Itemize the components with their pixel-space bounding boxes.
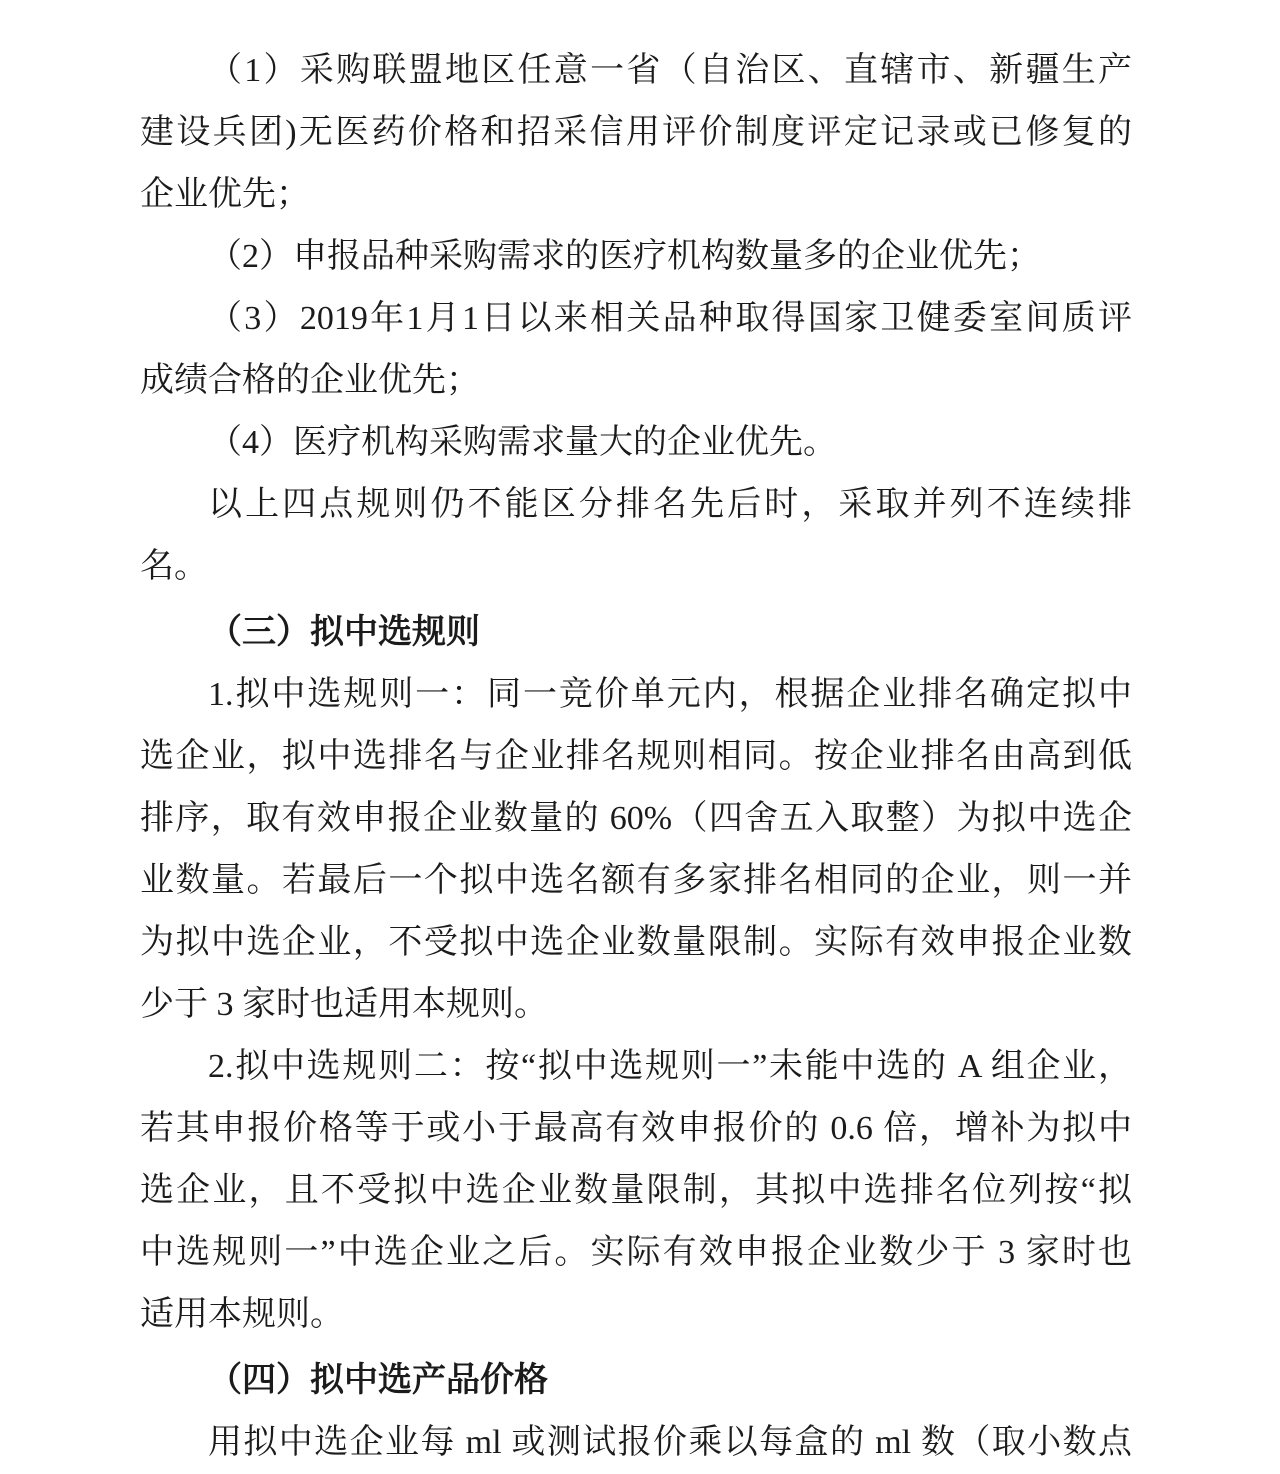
paragraph [140,474,1132,598]
text-line: 成绩合格的企业优先； [140,362,480,399]
text-line: 以上四点规则仍不能区分排名先后时，采取并列不连续排 [208,486,1132,523]
text-line: 适用本规则。 [140,1296,344,1333]
paragraph [140,40,1132,226]
text-line: 1.拟中选规则一：同一竞价单元内，根据企业排名确定拟中 [208,676,1132,713]
paragraph [140,226,1132,288]
paragraph [140,288,1132,412]
text-line: 排序，取有效申报企业数量的 60%（四舍五入取整）为拟中选企 [140,800,1132,837]
text-line: 中选规则一”中选企业之后。实际有效申报企业数少于 3 家时也 [140,1234,1132,1271]
text-line: （2）申报品种采购需求的医疗机构数量多的企业优先； [208,238,1041,275]
text-line: 少于 3 家时也适用本规则。 [140,986,548,1023]
text-line: （1）采购联盟地区任意一省（自治区、直辖市、新疆生产 [208,52,1132,89]
text-line: 选企业，拟中选排名与企业排名规则相同。按企业排名由高到低 [140,738,1132,775]
text-line: 企业优先； [140,176,310,213]
section-heading [140,602,1132,664]
paragraph [140,1412,1132,1474]
text-line: 选企业，且不受拟中选企业数量限制，其拟中选排名位列按“拟 [140,1172,1132,1209]
text-line: 建设兵团)无医药价格和招采信用评价制度评定记录或已修复的 [140,114,1132,151]
text-line: 2.拟中选规则二：按“拟中选规则一”未能中选的 A 组企业， [208,1048,1132,1085]
text-line: （3）2019年1月1日以来相关品种取得国家卫健委室间质评 [208,300,1132,337]
text-line: 用拟中选企业每 ml 或测试报价乘以每盒的 ml 数（取小数点 [208,1424,1132,1461]
paragraph [140,412,1132,474]
text-line: 名。 [140,548,208,585]
text-line: （四）拟中选产品价格 [208,1362,548,1399]
text-line: （4）医疗机构采购需求量大的企业优先。 [208,424,837,461]
text-line: （三）拟中选规则 [208,614,480,651]
section-heading [140,1350,1132,1412]
text-line: 业数量。若最后一个拟中选名额有多家排名相同的企业，则一并 [140,862,1132,899]
text-line: 为拟中选企业，不受拟中选企业数量限制。实际有效申报企业数 [140,924,1132,961]
paragraph [140,664,1132,1036]
text-line: 若其申报价格等于或小于最高有效申报价的 0.6 倍，增补为拟中 [140,1110,1132,1147]
paragraph [140,1036,1132,1346]
document-body [140,40,1132,1474]
